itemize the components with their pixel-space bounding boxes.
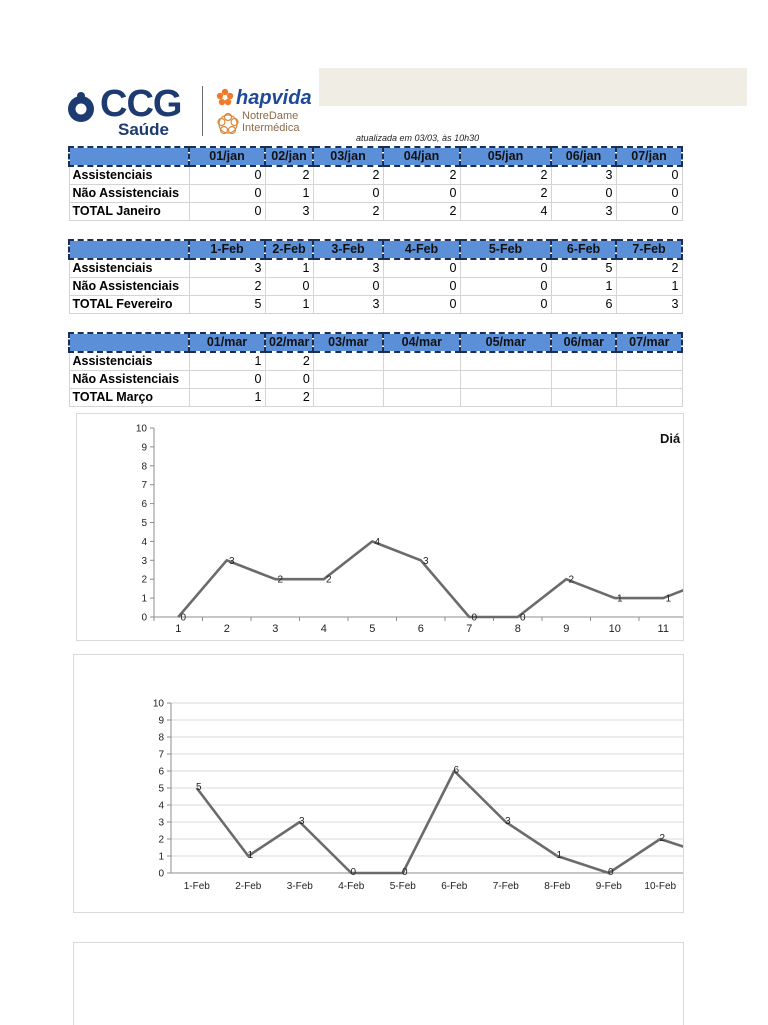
x-tick-label: 4-Feb	[338, 881, 365, 892]
data-label: 3	[228, 555, 235, 567]
table-cell: 2	[189, 278, 265, 296]
table-cell	[616, 352, 682, 371]
notredame-line1: NotreDame	[242, 110, 299, 122]
header-cell	[69, 147, 189, 166]
table-cell: 2	[265, 389, 313, 407]
header-cell: 1-Feb	[189, 240, 265, 259]
data-label: 0	[350, 867, 357, 878]
data-label: 1	[247, 850, 254, 861]
table-cell: 2	[313, 203, 383, 221]
row-label: Não Assistenciais	[69, 185, 189, 203]
table-cell: 2	[265, 352, 313, 371]
x-tick-label: 5-Feb	[389, 881, 416, 892]
header-cell: 02/jan	[265, 147, 313, 166]
y-tick-label: 9	[158, 715, 164, 727]
x-tick-label: 6	[417, 623, 424, 635]
y-tick-label: 10	[135, 423, 147, 435]
data-label: 6	[453, 765, 460, 776]
y-tick-label: 3	[141, 555, 147, 567]
table-cell: 0	[616, 203, 682, 221]
table-cell: 2	[616, 259, 682, 278]
table-cell: 0	[616, 166, 682, 185]
x-tick-label: 3	[272, 623, 279, 635]
table-row	[69, 185, 682, 203]
table-cell: 1	[189, 389, 265, 407]
data-label: 1	[556, 850, 563, 861]
header-cell	[69, 240, 189, 259]
data-label: 0	[471, 612, 478, 624]
table-cell: 0	[383, 296, 460, 314]
header-band	[319, 68, 747, 106]
data-label: 2	[659, 833, 666, 844]
data-label: 4	[374, 536, 381, 548]
row-label: Assistenciais	[69, 352, 189, 371]
header-cell: 04/mar	[383, 333, 460, 352]
table-cell: 0	[460, 259, 551, 278]
table-cell	[383, 352, 460, 371]
header-cell: 01/jan	[189, 147, 265, 166]
x-tick-label: 10-Feb	[644, 881, 677, 892]
table-row	[69, 166, 682, 185]
header-cell: 7-Feb	[616, 240, 682, 259]
ccg-subbrand: Saúde	[118, 120, 170, 139]
table-cell: 0	[189, 185, 265, 203]
y-tick-label: 4	[158, 800, 164, 812]
ccg-logo-icon	[64, 90, 98, 124]
x-tick-label: 9-Feb	[595, 881, 622, 892]
february-chart-panel	[73, 654, 684, 913]
table-cell: 0	[383, 278, 460, 296]
january-line-chart	[77, 414, 683, 640]
header-cell: 03/jan	[313, 147, 383, 166]
data-label: 5	[195, 782, 202, 793]
table-cell: 1	[551, 278, 616, 296]
table-cell: 3	[313, 259, 383, 278]
header-cell: 06/jan	[551, 147, 616, 166]
x-tick-label: 8-Feb	[544, 881, 571, 892]
table-cell: 0	[265, 278, 313, 296]
february-line-chart	[74, 655, 683, 912]
table-cell	[460, 389, 551, 407]
table-row	[69, 371, 682, 389]
header-cell: 01/mar	[189, 333, 265, 352]
table-cell: 0	[313, 185, 383, 203]
header-cell: 06/mar	[551, 333, 616, 352]
y-tick-label: 1	[141, 593, 147, 605]
table-cell	[460, 371, 551, 389]
data-label: 1	[665, 593, 672, 605]
row-label: TOTAL Janeiro	[69, 203, 189, 221]
x-tick-label: 5	[369, 623, 376, 635]
row-label: Assistenciais	[69, 166, 189, 185]
data-label: 0	[607, 867, 614, 878]
x-tick-label: 3-Feb	[286, 881, 313, 892]
data-label: 0	[180, 612, 187, 624]
data-label: 2	[277, 574, 284, 586]
table-cell: 3	[189, 259, 265, 278]
x-tick-label: 10	[608, 623, 621, 635]
table-cell: 0	[383, 259, 460, 278]
header-cell	[69, 333, 189, 352]
header-cell: 2-Feb	[265, 240, 313, 259]
row-label: Não Assistenciais	[69, 371, 189, 389]
y-tick-label: 5	[141, 518, 147, 529]
table-cell: 0	[313, 278, 383, 296]
logo-area	[60, 82, 320, 144]
logo-divider	[202, 86, 203, 136]
table-cell	[551, 352, 616, 371]
table-row	[69, 389, 682, 407]
y-tick-label: 0	[141, 612, 147, 624]
y-tick-label: 9	[141, 442, 147, 454]
updated-note: atualizada em 03/03, às 10h30	[356, 133, 480, 143]
x-tick-label: 1	[175, 623, 182, 635]
y-tick-label: 6	[158, 766, 164, 778]
table-cell: 0	[189, 203, 265, 221]
header-cell: 6-Feb	[551, 240, 616, 259]
data-label: 3	[422, 555, 429, 567]
y-tick-label: 8	[158, 732, 164, 744]
row-label: Não Assistenciais	[69, 278, 189, 296]
y-tick-label: 10	[152, 698, 164, 710]
x-tick-label: 4	[320, 623, 327, 635]
notredame-line2: Intermédica	[242, 122, 300, 134]
ccg-brand: CCG	[100, 83, 182, 125]
y-tick-label: 4	[141, 536, 147, 548]
table-cell	[616, 389, 682, 407]
table-cell: 0	[460, 278, 551, 296]
row-label: TOTAL Março	[69, 389, 189, 407]
y-tick-label: 7	[158, 749, 164, 761]
header-cell: 07/mar	[616, 333, 682, 352]
table-cell: 3	[551, 203, 616, 221]
x-tick-label: 11	[657, 623, 669, 635]
table-cell: 0	[616, 185, 682, 203]
table-cell: 6	[551, 296, 616, 314]
table-header-row	[69, 333, 682, 352]
table-cell: 0	[189, 371, 265, 389]
march-table	[68, 332, 683, 407]
table-cell: 0	[460, 296, 551, 314]
header-cell: 05/mar	[460, 333, 551, 352]
table-cell	[551, 371, 616, 389]
x-tick-label: 9	[563, 623, 570, 635]
header-cell: 05/jan	[460, 147, 551, 166]
y-tick-label: 3	[158, 817, 164, 829]
table-row	[69, 296, 682, 314]
y-tick-label: 5	[158, 783, 164, 795]
y-tick-label: 0	[158, 868, 164, 880]
notredame-brand	[242, 110, 299, 134]
header-cell: 02/mar	[265, 333, 313, 352]
data-label: 2	[325, 574, 332, 586]
data-label: 3	[504, 816, 511, 827]
table-cell: 2	[460, 166, 551, 185]
table-header-row	[69, 240, 682, 259]
data-label: 0	[519, 612, 526, 624]
data-label: 2	[568, 574, 575, 586]
table-cell: 1	[265, 185, 313, 203]
header-cell: 04/jan	[383, 147, 460, 166]
table-cell: 3	[313, 296, 383, 314]
header-cell: 5-Feb	[460, 240, 551, 259]
x-tick-label: 2-Feb	[235, 881, 262, 892]
table-cell	[383, 389, 460, 407]
table-cell: 1	[616, 278, 682, 296]
table-cell: 2	[265, 166, 313, 185]
table-cell: 5	[189, 296, 265, 314]
table-cell	[383, 371, 460, 389]
table-cell: 3	[551, 166, 616, 185]
january-table	[68, 146, 683, 221]
table-cell	[313, 389, 383, 407]
table-cell: 3	[616, 296, 682, 314]
header-cell: 03/mar	[313, 333, 383, 352]
table-cell: 1	[265, 296, 313, 314]
table-cell: 0	[383, 185, 460, 203]
march-chart-panel	[73, 942, 684, 1025]
table-cell: 1	[265, 259, 313, 278]
series-line	[178, 541, 683, 617]
table-cell: 0	[189, 166, 265, 185]
header-band-side	[683, 106, 747, 954]
table-cell: 2	[383, 203, 460, 221]
february-table	[68, 239, 683, 314]
hapvida-flower-icon	[216, 88, 234, 106]
table-cell: 5	[551, 259, 616, 278]
table-cell: 2	[460, 185, 551, 203]
table-cell	[313, 371, 383, 389]
x-tick-label: 8	[514, 623, 521, 635]
header-cell: 4-Feb	[383, 240, 460, 259]
table-cell: 2	[383, 166, 460, 185]
table-cell: 0	[265, 371, 313, 389]
table-cell: 3	[265, 203, 313, 221]
x-tick-label: 7	[466, 623, 473, 635]
x-tick-label: 7-Feb	[492, 881, 519, 892]
data-label: 3	[298, 816, 305, 827]
january-chart-panel	[76, 413, 684, 641]
hapvida-brand: hapvida	[236, 87, 312, 109]
table-cell: 1	[189, 352, 265, 371]
table-row	[69, 259, 682, 278]
header-cell: 07/jan	[616, 147, 682, 166]
table-row	[69, 352, 682, 371]
table-cell	[551, 389, 616, 407]
header-cell: 3-Feb	[313, 240, 383, 259]
table-cell	[313, 352, 383, 371]
x-tick-label: 6-Feb	[441, 881, 468, 892]
table-cell: 2	[313, 166, 383, 185]
x-tick-label: 2	[223, 623, 230, 635]
y-tick-label: 2	[141, 574, 147, 586]
x-tick-label: 1-Feb	[183, 881, 210, 892]
row-label: TOTAL Fevereiro	[69, 296, 189, 314]
data-label: 0	[401, 867, 408, 878]
table-cell	[616, 371, 682, 389]
notredame-emblem-icon	[216, 112, 240, 136]
table-cell: 0	[551, 185, 616, 203]
table-header-row	[69, 147, 682, 166]
table-cell	[460, 352, 551, 371]
table-row	[69, 278, 682, 296]
data-label: 1	[616, 593, 623, 605]
y-tick-label: 7	[141, 480, 147, 492]
y-tick-label: 1	[158, 851, 164, 863]
y-tick-label: 8	[141, 461, 147, 473]
row-label: Assistenciais	[69, 259, 189, 278]
y-tick-label: 6	[141, 499, 147, 511]
y-tick-label: 2	[158, 834, 164, 846]
table-cell: 4	[460, 203, 551, 221]
table-row	[69, 203, 682, 221]
chart-title: Diá	[660, 431, 681, 446]
